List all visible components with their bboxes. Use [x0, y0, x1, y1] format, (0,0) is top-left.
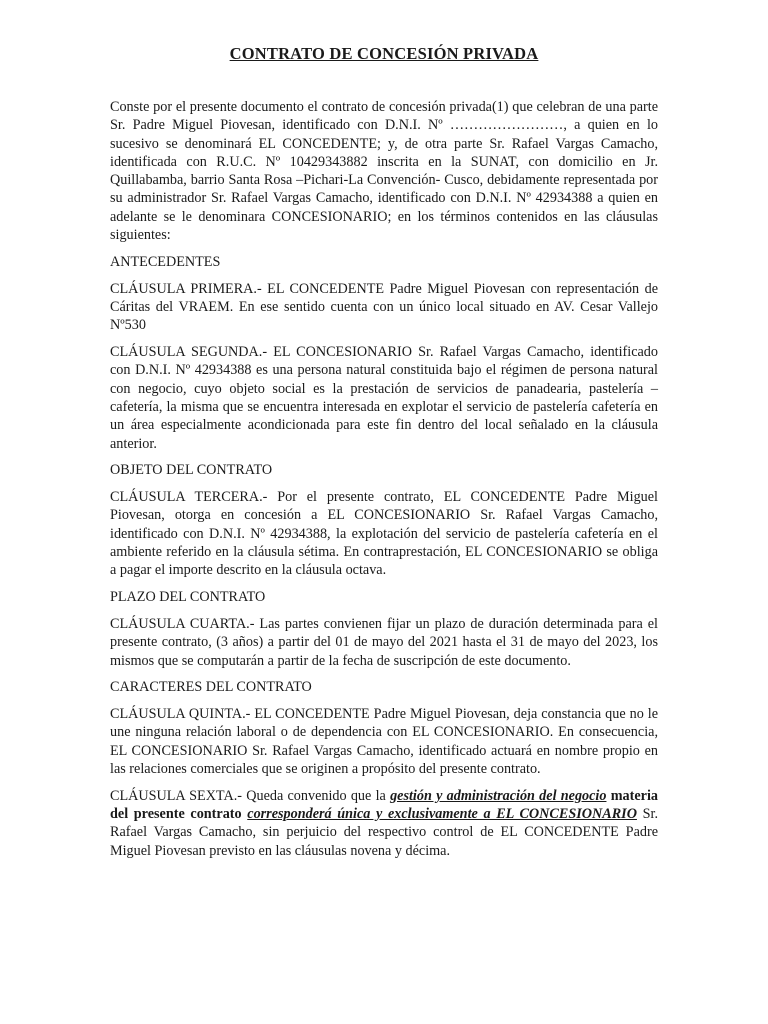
clause-sexta-intro: CLÁUSULA SEXTA.- Queda convenido que la: [110, 787, 391, 804]
clause-tercera: CLÁUSULA TERCERA.- Por el presente contrato, EL CONCEDENTE Padre Miguel Piovesan, otorga en concesión a EL CONCESIONARIO Sr. Rafael Vargas Camacho, identificado con D.N.I. Nº 42934388, la explotación del servicio de pastelería cafetería en el ambiente referido en la cláusula sétima. En contraprestación, EL CONCESIONARIO se obliga a pagar el importe descrito en la cláusula octava.: [110, 489, 658, 579]
clause-quinta: CLÁUSULA QUINTA.- EL CONCEDENTE Padre Miguel Piovesan, deja constancia que no le une ninguna relación laboral o de dependencia con EL CONCESIONARIO. En consecuencia, EL CONCESIONARIO Sr. Rafael Vargas Camacho, identificado actuará en nombre propio en las relaciones comerciales que se originen a propósito del presente contrato.: [110, 706, 658, 777]
clause-sexta-emphasis-2: corresponderá única y exclusivamente a EL CONCESIONARIO: [247, 806, 637, 823]
clause-sexta: [110, 787, 658, 860]
clause-cuarta: CLÁUSULA CUARTA.- Las partes convienen fijar un plazo de duración determinada para el presente contrato, (3 años) a partir del 01 de mayo del 2021 hasta el 31 de mayo del 2023, los mismos que se computarán a partir de la fecha de suscripción de este documento.: [110, 615, 658, 669]
heading-antecedentes: ANTECEDENTES: [110, 253, 221, 270]
heading-caracteres: CARACTERES DEL CONTRATO: [110, 679, 312, 696]
clause-primera: CLÁUSULA PRIMERA.- EL CONCEDENTE Padre Miguel Piovesan con representación de Cáritas del VRAEM. En ese sentido cuenta con un único local situado en AV. Cesar Vallejo Nº530: [110, 280, 658, 334]
intro-paragraph: Conste por el presente documento el contrato de concesión privada(1) que celebran de una parte Sr. Padre Miguel Piovesan, identificado con D.N.I. Nº ……………………, a quien en lo sucesivo se denominará EL CONCEDENTE; y, de otra parte Sr. Rafael Vargas Camacho, identificada con R.U.C. Nº 10429343882 inscrita en la SUNAT, con domicilio en Jr. Quillabamba, barrio Santa Rosa –Pichari-La Convención- Cusco, debidamente representada por su administrador Sr. Rafael Vargas Camacho, identificado con D.N.I. Nº 42934388 a quien en adelante se le denominara CONCESIONARIO; en los términos contenidos en las cláusulas siguientes:: [110, 99, 658, 244]
clause-segunda: CLÁUSULA SEGUNDA.- EL CONCESIONARIO Sr. Rafael Vargas Camacho, identificado con D.N.I. Nº 42934388 es una persona natural constituida bajo el régimen de persona natural con negocio, cuyo objeto social es la prestación de servicios de panadearia, pastelería – cafetería, la misma que se encuentra interesada en explotar el servicio de pastelería cafetería en un área especialmente acondicionada para este fin dentro del local señalado en la cláusula anterior.: [110, 344, 658, 452]
heading-objeto: OBJETO DEL CONTRATO: [110, 462, 273, 479]
document-title: CONTRATO DE CONCESIÓN PRIVADA: [229, 44, 539, 63]
heading-plazo: PLAZO DEL CONTRATO: [110, 589, 266, 606]
clause-sexta-emphasis-1: gestión y administración del negocio: [390, 787, 607, 804]
clause-sexta-rest: Sr. Rafael Vargas Camacho, sin perjuicio del respectivo control de EL CONCEDENTE Padre Miguel Piovesan previsto en las cláusulas novena y décima.: [110, 806, 658, 859]
clause-sexta-bold: materia del presente contrato: [110, 787, 658, 823]
document-body: [110, 98, 658, 868]
